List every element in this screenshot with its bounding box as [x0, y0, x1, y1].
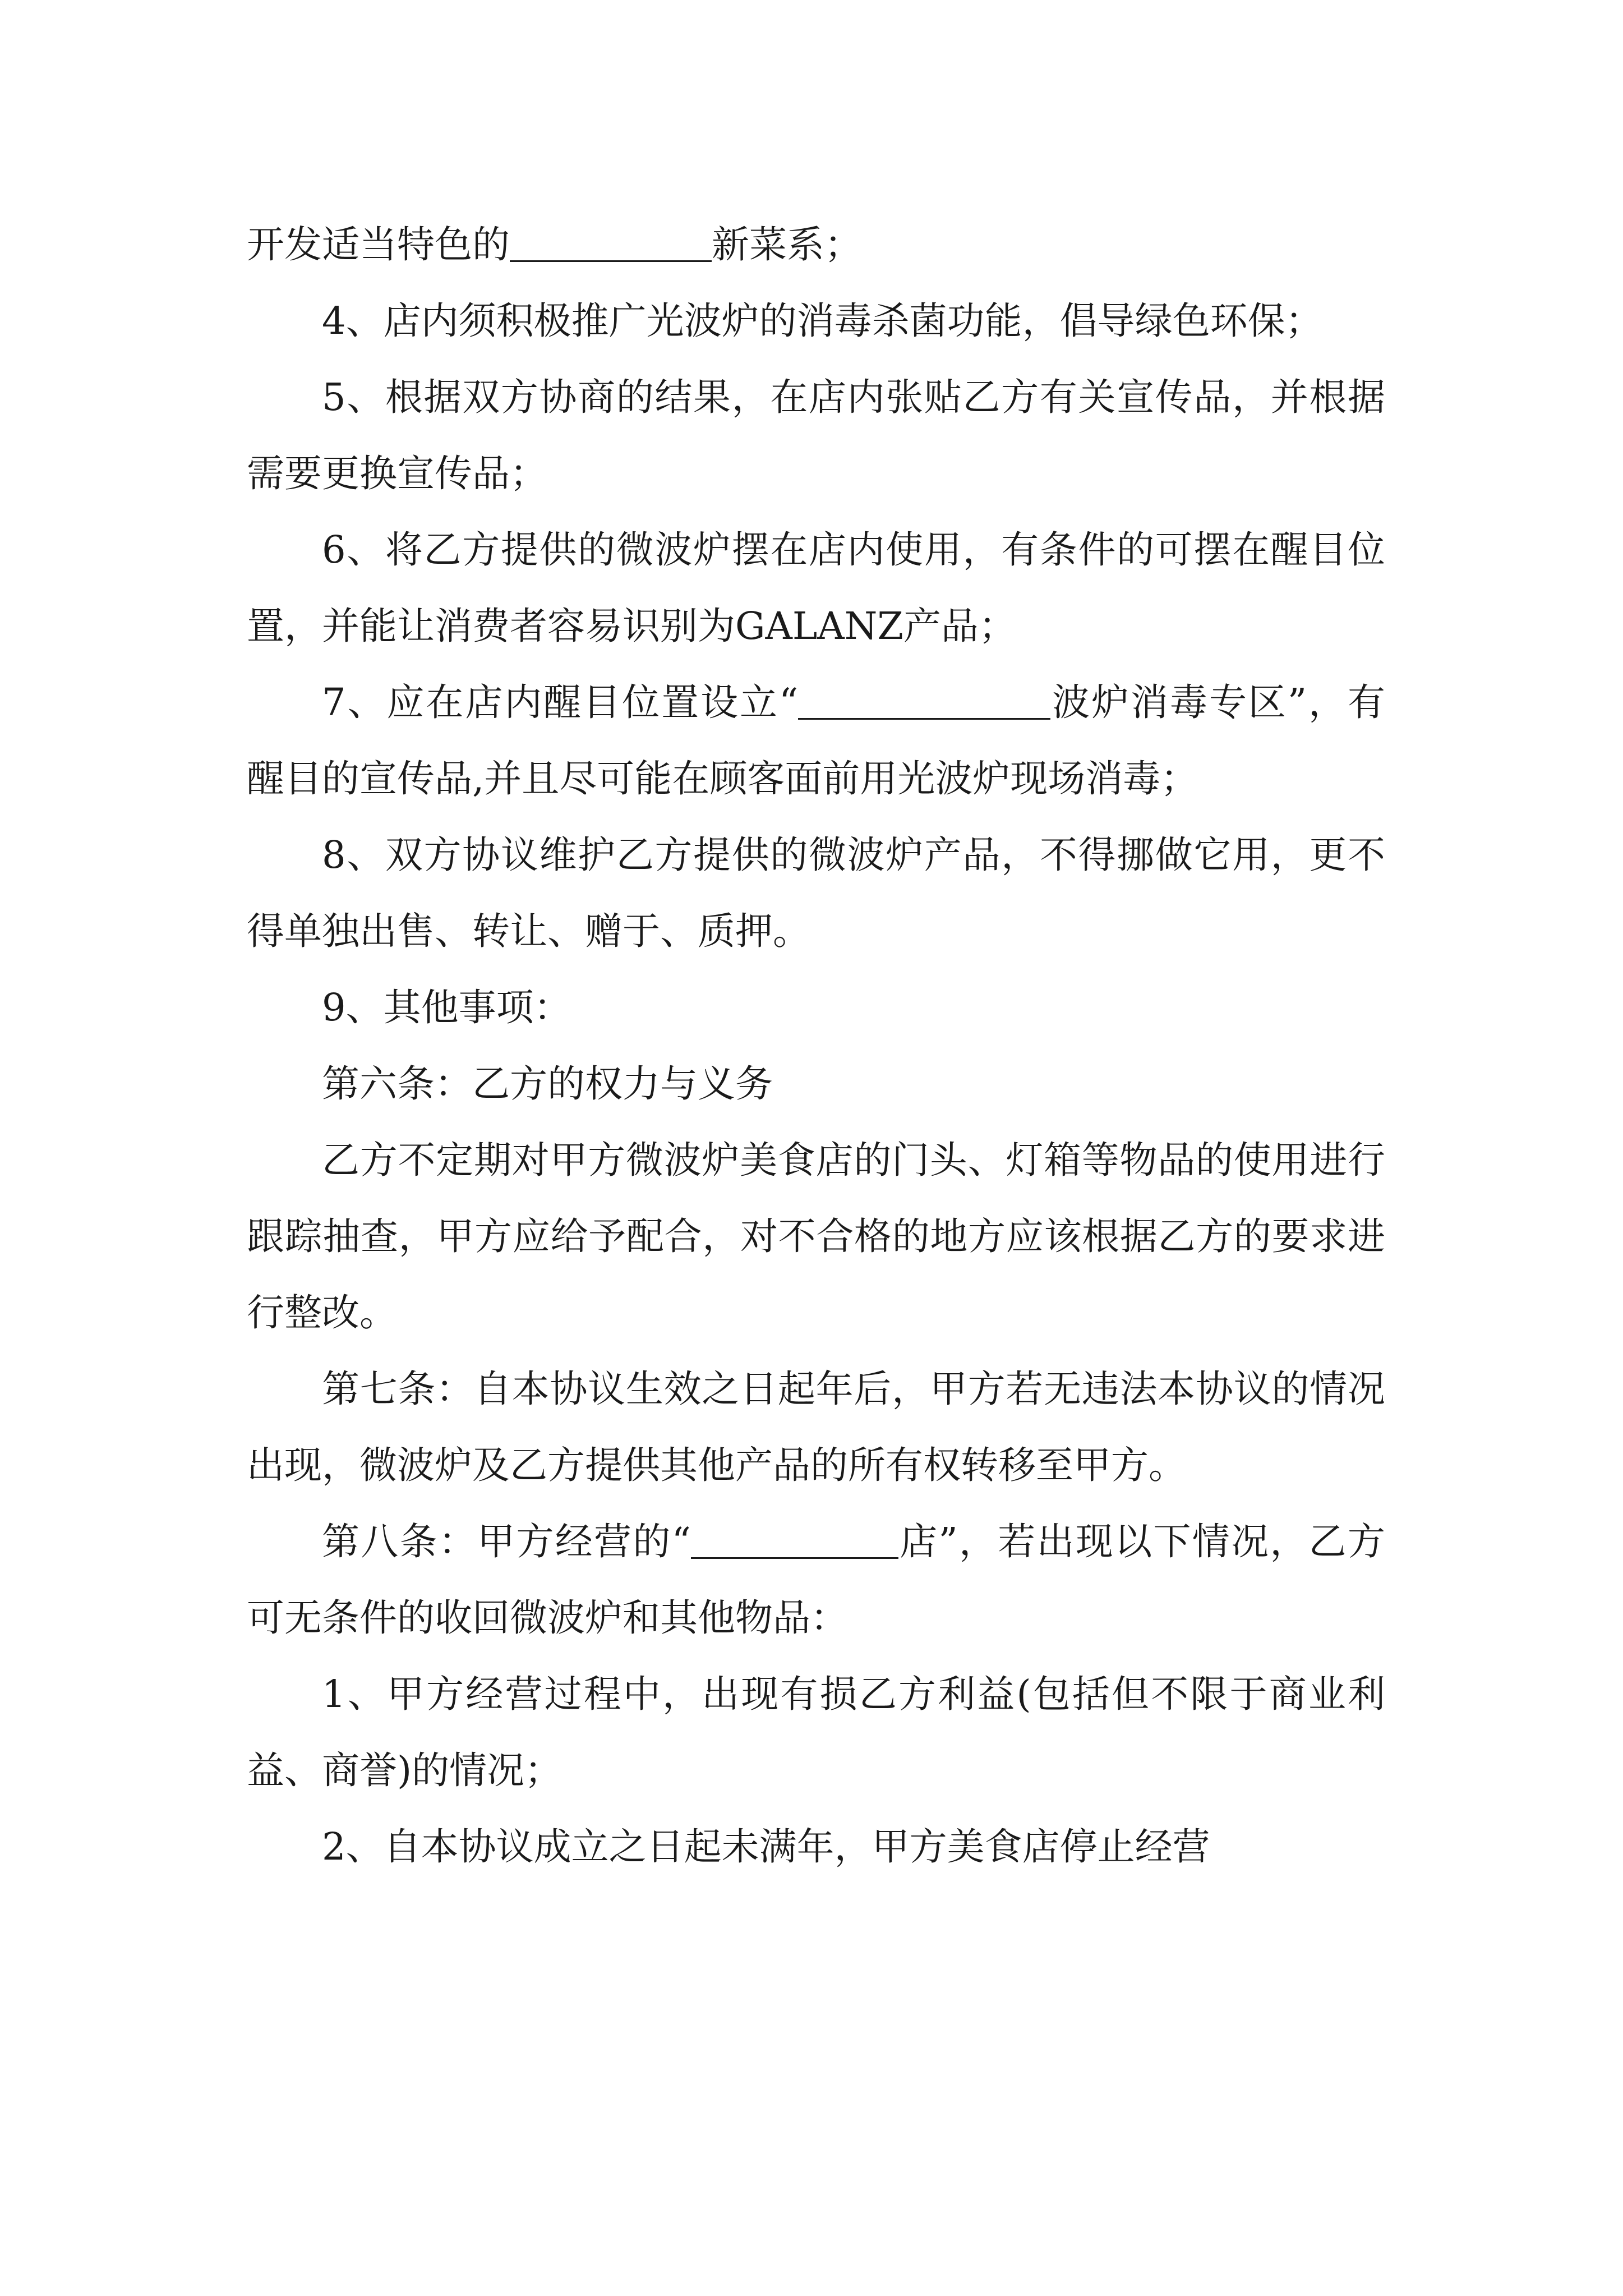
article-7: 第七条：自本协议生效之日起年后，甲方若无违法本协议的情况出现，微波炉及乙方提供其他产品的所有权转移至甲方。: [247, 1367, 1385, 1487]
clause-item-6: 6、将乙方提供的微波炉摆在店内使用，有条件的可摆在醒目位置，并能让消费者容易识别为GALANZ产品；: [247, 528, 1385, 648]
paragraph-text: 波炉消毒专区”，有醒目的宣传品,并且尽可能在顾客面前用光波炉现场消毒；: [247, 680, 1385, 800]
clause-item-4: 4、店内须积极推广光波炉的消毒杀菌功能，倡导绿色环保；: [322, 299, 1323, 343]
article-6-heading: 第六条：乙方的权力与义务: [322, 1062, 773, 1106]
paragraph-text: 第八条：甲方经营的“: [322, 1520, 691, 1563]
article-8: [247, 1503, 1385, 1656]
clause-item-7: [247, 664, 1385, 817]
clause-item-5: 5、根据双方协商的结果，在店内张贴乙方有关宣传品，并根据需要更换宣传品；: [247, 375, 1385, 495]
paragraph-text: 店”，若出现以下情况，乙方可无条件的收回微波炉和其他物品：: [247, 1520, 1385, 1640]
fill-in-blank: [510, 223, 712, 262]
document-body: [247, 206, 1385, 1885]
article-6-body: 乙方不定期对甲方微波炉美食店的门头、灯箱等物品的使用进行跟踪抽查，甲方应给予配合，对不合格的地方应该根据乙方的要求进行整改。: [247, 1138, 1385, 1335]
fill-in-blank: [691, 1520, 898, 1559]
paragraph-text: 7、应在店内醒目位置设立“: [322, 680, 799, 724]
paragraph-text: 新菜系；: [712, 223, 862, 266]
fill-in-blank: [798, 680, 1050, 720]
paragraph-text: 开发适当特色的: [247, 223, 510, 266]
article-8-item-2: 2、自本协议成立之日起未满年，甲方美食店停止经营: [322, 1825, 1210, 1869]
clause-item-9: 9、其他事项：: [322, 986, 571, 1029]
clause-item-8: 8、双方协议维护乙方提供的微波炉产品，不得挪做它用，更不得单独出售、转让、赠于、质押。: [247, 833, 1385, 953]
article-8-item-1: 1、甲方经营过程中，出现有损乙方利益(包括但不限于商业利益、商誉)的情况；: [247, 1672, 1385, 1792]
paragraph-new-cuisine: [247, 206, 1385, 283]
